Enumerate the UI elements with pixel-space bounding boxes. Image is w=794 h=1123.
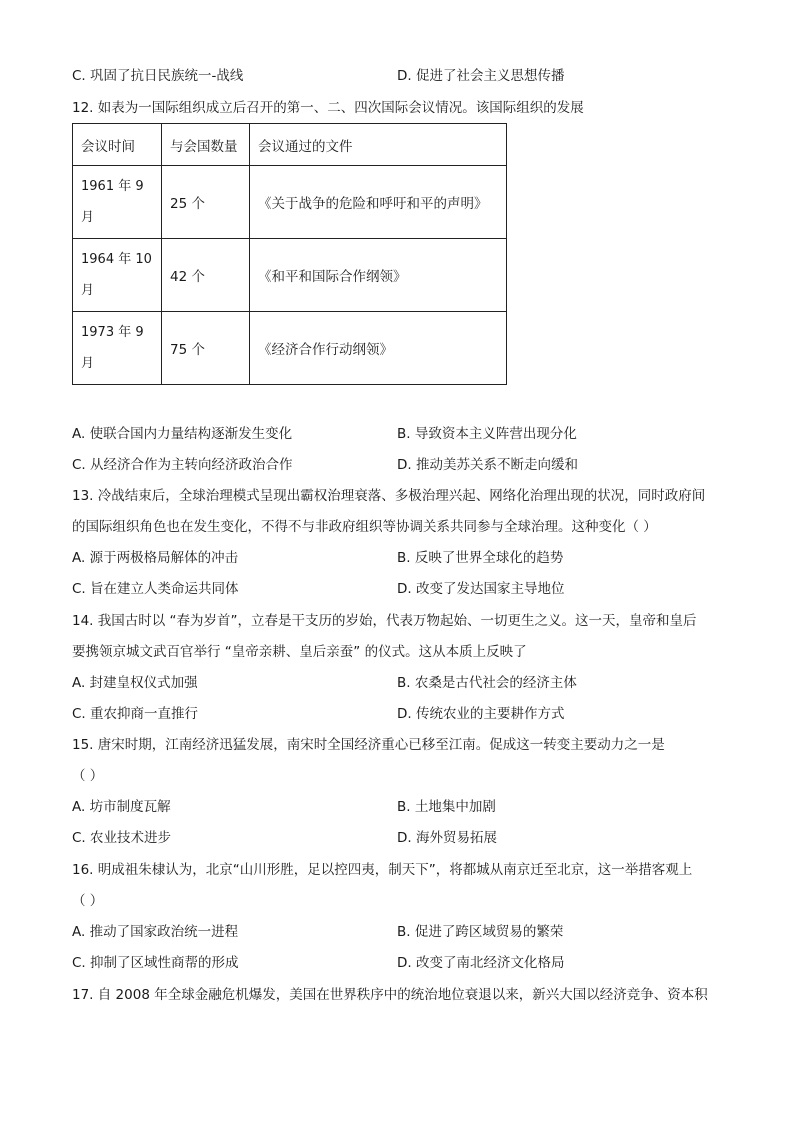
q14-option-a: A. 封建皇权仪式加强 [72,675,198,691]
q16-option-d: D. 改变了南北经济文化格局 [397,955,565,971]
date-line-1: 1973 年 9 [81,325,144,340]
q12-option-c: C. 从经济合作为主转向经济政治合作 [72,457,293,473]
table-header-row [73,124,507,166]
table-cell-date [73,239,162,312]
table-row [73,312,507,385]
q16-stem-line-1: 16. 明成祖朱棣认为，北京“山川形胜，足以控四夷，制天下”，将都城从南京迁至北京，这一举措客观上 [72,862,693,878]
q15-stem-line-1: 15. 唐宋时期，江南经济迅猛发展，南宋时全国经济重心已移至江南。促成这一转变主要动力之一是 [72,737,665,753]
table-cell-date [73,312,162,385]
q17-stem-line-1: 17. 自 2008 年全球金融危机爆发，美国在世界秩序中的统治地位衰退以来，新兴大国以经济竞争、资本积 [72,987,708,1003]
q15-option-c: C. 农业技术进步 [72,830,172,846]
q12-stem: 12. 如表为一国际组织成立后召开的第一、二、四次国际会议情况。该国际组织的发展 [72,100,584,116]
q13-option-b: B. 反映了世界全球化的趋势 [397,550,564,566]
q13-option-d: D. 改变了发达国家主导地位 [397,581,565,597]
table-row [73,166,507,239]
q16-option-a: A. 推动了国家政治统一进程 [72,924,239,940]
meeting-table [72,123,507,385]
q13-stem-line-2: 的国际组织角色也在发生变化，不得不与非政府组织等协调关系共同参与全球治理。这种变化（ ） [72,519,657,535]
q14-option-c: C. 重农抑商一直推行 [72,706,199,722]
q16-option-b: B. 促进了跨区域贸易的繁荣 [397,924,564,940]
table-row [73,239,507,312]
q13-stem-line-1: 13. 冷战结束后，全球治理模式呈现出霸权治理衰落、多极治理兴起、网络化治理出现的状况，同时政府间 [72,488,706,504]
q14-option-d: D. 传统农业的主要耕作方式 [397,706,565,722]
q14-stem-line-2: 要携领京城文武百官举行 “皇帝亲耕、皇后亲蚕” 的仪式。这从本质上反映了 [72,644,527,660]
q11-option-c: C. 巩固了抗日民族统一-战线 [72,68,244,84]
q14-option-b: B. 农桑是古代社会的经济主体 [397,675,577,691]
q12-option-a: A. 使联合国内力量结构逐渐发生变化 [72,426,293,442]
table-cell-date [73,166,162,239]
q16-option-c: C. 抑制了区域性商帮的形成 [72,955,239,971]
date-line-1: 1961 年 9 [81,179,144,194]
table-cell-document: 《经济合作行动纲领》 [250,312,507,385]
q15-option-b: B. 土地集中加剧 [397,799,496,815]
q15-option-d: D. 海外贸易拓展 [397,830,497,846]
table-cell-count: 75 个 [162,312,250,385]
q14-stem-line-1: 14. 我国古时以 “春为岁首”，立春是干支历的岁始，代表万物起始、一切更生之义。这一天，皇帝和皇后 [72,613,697,629]
q13-option-a: A. 源于两极格局解体的冲击 [72,550,239,566]
q12-option-d: D. 推动美苏关系不断走向缓和 [397,457,578,473]
date-line-2: 月 [81,283,95,298]
table-header-count: 与会国数量 [162,124,250,166]
table-cell-count: 25 个 [162,166,250,239]
table-cell-document: 《和平和国际合作纲领》 [250,239,507,312]
table-header-document: 会议通过的文件 [250,124,507,166]
table-header-date: 会议时间 [73,124,162,166]
q16-answer-bracket: （ ） [72,893,104,909]
q13-option-c: C. 旨在建立人类命运共同体 [72,581,239,597]
q15-option-a: A. 坊市制度瓦解 [72,799,171,815]
q15-answer-bracket: （ ） [72,768,104,784]
date-line-1: 1964 年 10 [81,252,152,267]
date-line-2: 月 [81,210,95,225]
table-cell-count: 42 个 [162,239,250,312]
table-cell-document: 《关于战争的危险和呼吁和平的声明》 [250,166,507,239]
q11-option-d: D. 促进了社会主义思想传播 [397,68,565,84]
q12-option-b: B. 导致资本主义阵营出现分化 [397,426,577,442]
date-line-2: 月 [81,356,95,371]
